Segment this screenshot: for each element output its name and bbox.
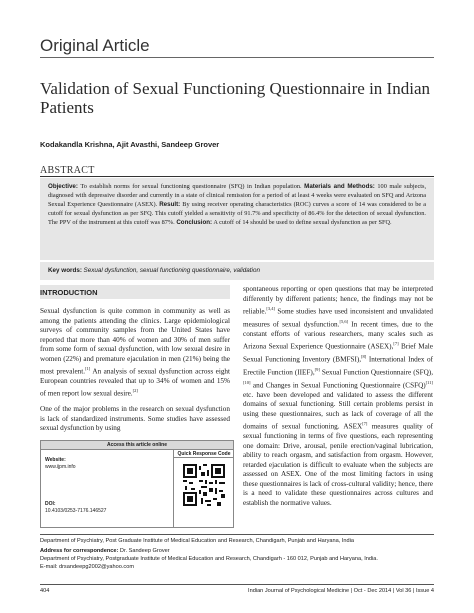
introduction-heading: INTRODUCTION bbox=[40, 285, 230, 299]
website-label: Website: bbox=[45, 457, 66, 463]
body-column-right bbox=[243, 285, 433, 514]
journal-citation: Indian Journal of Psychological Medicine | Oct - Dec 2014 | Vol 36 | Issue 4 bbox=[248, 588, 434, 594]
intro-text: Sexual Function Questionnaire (SFQ), bbox=[319, 368, 433, 377]
intro-text: In recent times, due to the constant efforts of various researchers, many scales such as Arizona Sexual Experience Questionnaire (ASEX), bbox=[243, 320, 433, 351]
article-title: Validation of Sexual Functioning Questionnaire in Indian Patients bbox=[40, 79, 430, 117]
qr-panel bbox=[173, 450, 234, 528]
section-label: Original Article bbox=[40, 36, 150, 55]
citation: [2] bbox=[132, 388, 138, 394]
intro-text: Some studies have used inconsistent and unvalidated measures of sexual dysfunction. bbox=[243, 307, 433, 329]
correspondence-email[interactable]: E-mail: drsandeepg2002@yahoo.com bbox=[40, 564, 134, 570]
citation: [7] bbox=[362, 421, 368, 427]
intro-paragraph bbox=[40, 307, 230, 399]
keywords-box bbox=[40, 262, 434, 280]
keywords-label: Key words: bbox=[48, 267, 82, 274]
intro-text: Brief Male Sexual Functioning Inventory (BMFSI), bbox=[243, 342, 433, 364]
intro-text: etc. have been developed and validated to assess the different domains of sexual functioning. Still certain problems persist in using these questionnaires, such as lack of coverage of all the domains of sexual functioning. ASEX bbox=[243, 390, 433, 431]
objective-text: To establish norms for sexual functioning questionnaire (SFQ) in Indian population. bbox=[80, 183, 302, 190]
intro-text: International Index of Erectile Function (IIEF), bbox=[243, 355, 434, 377]
intro-text: spontaneous reporting or open questions that may be interpreted differently by different patients; hence, the findings may not be reliable. bbox=[243, 285, 433, 316]
doi-label: DOI: bbox=[45, 501, 56, 507]
citation: [7] bbox=[393, 341, 399, 347]
access-title: Access this article online bbox=[41, 441, 233, 450]
citation: [3,4] bbox=[266, 306, 275, 311]
correspondence-label: Address for correspondence: bbox=[40, 548, 119, 554]
conclusion-text: A cutoff of 14 should be used to define sexual dysfunction as per SFQ. bbox=[213, 219, 392, 226]
divider bbox=[40, 176, 434, 177]
divider bbox=[40, 534, 434, 535]
intro-text: An analysis of sexual dysfunction across eight European countries revealed that up to 34% of women and 15% of men report low sexual desire. bbox=[40, 367, 230, 398]
access-details bbox=[45, 457, 165, 515]
methods-text: 100 male subjects, diagnosed with depressive disorder and currently in a state of clinical remission for a period of at least 4 weeks were evaluated on SFQ and Arizona Sexual Experience Questionnaire (ASEX). bbox=[48, 183, 427, 208]
page-number: 404 bbox=[40, 588, 50, 594]
qr-label: Quick Response Code bbox=[174, 450, 234, 458]
methods-label: Materials and Methods: bbox=[304, 183, 375, 190]
body-column-left bbox=[40, 285, 230, 440]
affiliation-department: Department of Psychiatry, Post Graduate Institute of Medical Education and Research, Chandigarh, Punjab and Haryana, India bbox=[40, 538, 354, 544]
article-authors: Kodakandla Krishna, Ajit Avasthi, Sandeep Grover bbox=[40, 140, 220, 149]
intro-paragraph: One of the major problems in the research on sexual dysfunction is lack of standardized instruments. Some studies have assessed sexual dysfunction by using bbox=[40, 405, 230, 433]
citation: [5,6] bbox=[339, 318, 349, 324]
access-online-box bbox=[40, 440, 234, 528]
qr-code-icon bbox=[183, 464, 225, 506]
result-label: Result: bbox=[159, 201, 181, 208]
doi-value: 10.4103/0253-7176.146527 bbox=[45, 508, 107, 514]
citation: [10] bbox=[243, 379, 251, 385]
citation: [11] bbox=[425, 379, 433, 385]
abstract-heading: ABSTRACT bbox=[40, 165, 95, 176]
conclusion-label: Conclusion: bbox=[176, 219, 213, 226]
objective-label: Objective: bbox=[48, 183, 78, 190]
citation: [8] bbox=[361, 354, 367, 360]
intro-text: and Changes in Sexual Functioning Questionnaire (CSFQ) bbox=[250, 381, 426, 390]
website-link[interactable]: www.ijpm.info bbox=[45, 464, 76, 470]
intro-text: measures quality of sexual functioning in terms of five questions, each representing one domain: Drive, arousal, penile erection/vaginal lubrication, ability to reach orgasm, and satisfaction from orgasm. However, retarded ejaculation is difficult to evaluate when the subjects are assessed on ASEX. One of the most limiting factors in using these questionnaires is lack of cross-cultural validity; hence, there is a need to validate these questionnaires across cultures and establish the normative values. bbox=[243, 422, 433, 507]
result-text: By using receiver operating characteristics (ROC) curves a score of 14 was considered to be a cutoff for sexual dysfunction as per SFQ. This cutoff yielded a sensitivity of 91.7% and specificity of 86.4% for the detection of sexual dysfunction. The PPV of the instrument at this cutoff was 87%. bbox=[48, 201, 427, 226]
abstract-body bbox=[40, 178, 434, 260]
correspondence-name: Dr. Sandeep Grover bbox=[118, 548, 170, 554]
affiliation-block bbox=[40, 537, 434, 571]
citation: [1] bbox=[85, 366, 91, 371]
correspondence-address: Department of Psychiatry, Postgraduate Institute of Medical Education and Research, Chandigarh - 160 012, Punjab and Haryana, India. bbox=[40, 556, 378, 562]
keywords-text: Sexual dysfunction, sexual functioning questionnaire, validation bbox=[83, 267, 260, 274]
divider bbox=[40, 57, 434, 58]
citation: [9] bbox=[314, 367, 320, 373]
intro-paragraph bbox=[243, 285, 433, 508]
intro-text: Sexual dysfunction is quite common in community as well as among the patients attending the clinics. Large epidemiological surveys of community samples from the United States have reported that more than 40% of women and 30% of men suffer from some form of sexual dysfunction, with low sexual desire in women (22%) and premature ejaculation in men (21%) being the most prevalent. bbox=[40, 307, 230, 376]
divider bbox=[40, 584, 434, 585]
